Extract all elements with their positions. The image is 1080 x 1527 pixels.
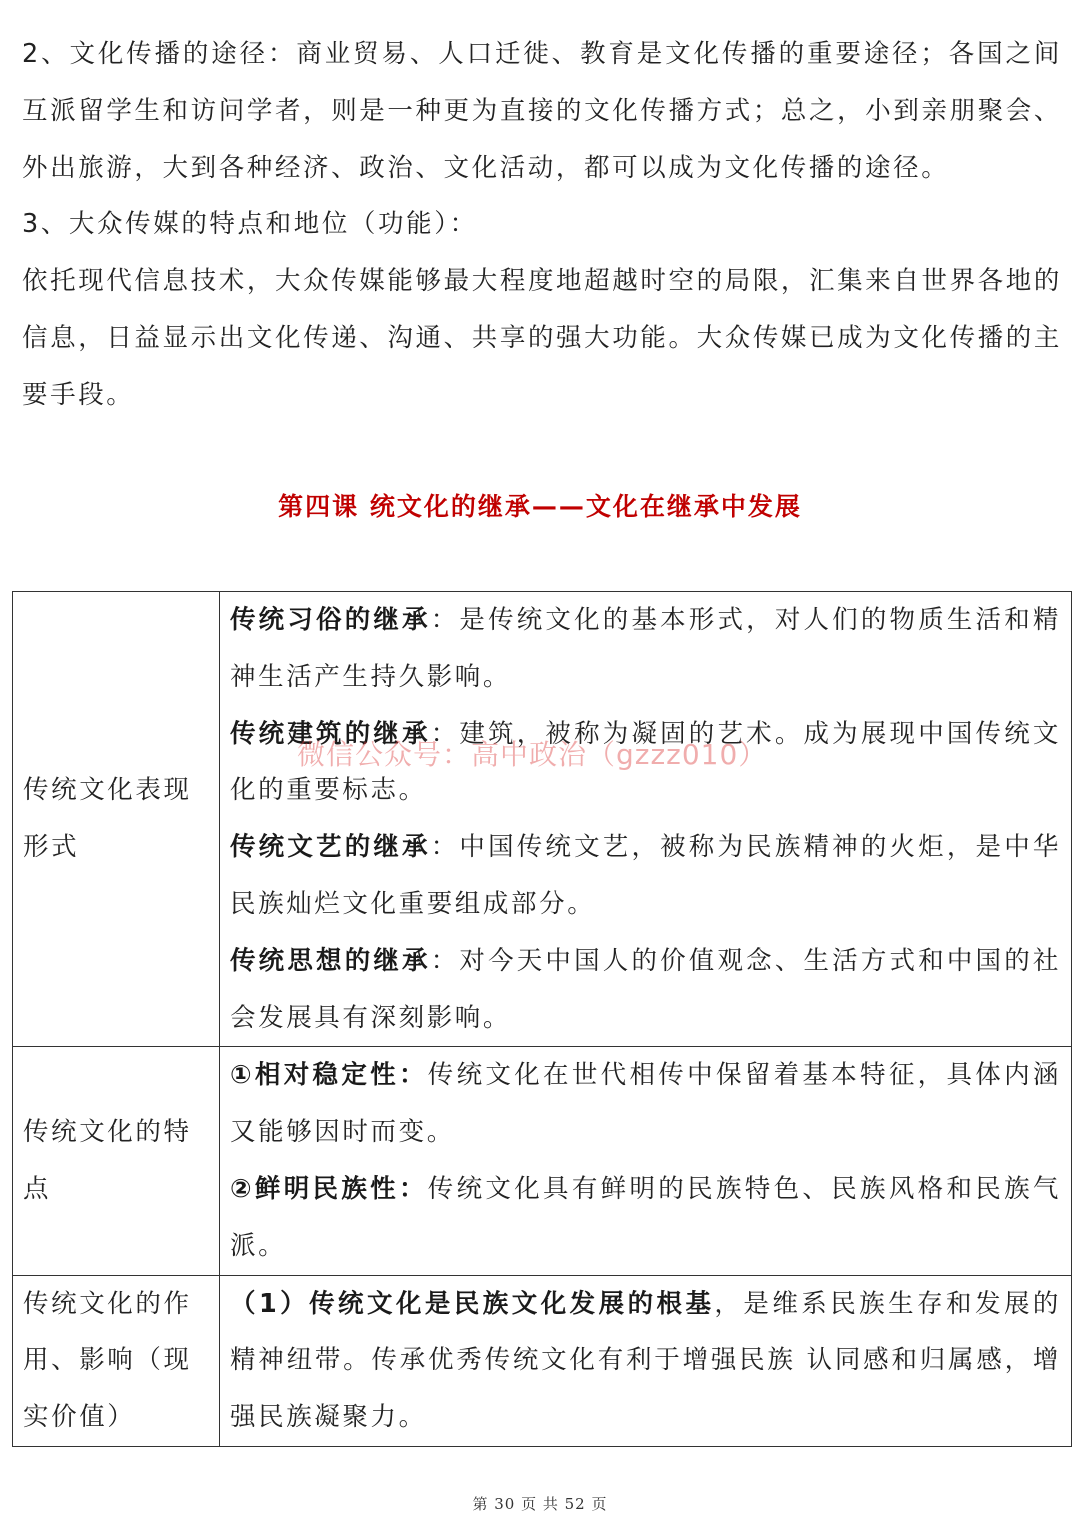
- row-content-features: [220, 1047, 1072, 1275]
- watermark: 微信公众号：高中政治（gzzz010）: [297, 738, 768, 771]
- point-2-paragraph: 2、文化传播的途径：商业贸易、人口迁徙、教育是文化传播的重要途径；各国之间互派留学生和访问学者，则是一种更为直接的文化传播方式；总之，小到亲朋聚会、外出旅游，大到各种经济、政治、文化活动，都可以成为文化传播的途径。: [22, 39, 1062, 183]
- list-item: [230, 933, 1061, 1047]
- item-term: 传统文艺的继承: [230, 832, 431, 863]
- summary-table: [12, 591, 1072, 1447]
- row-label-value: 传统文化的作用、影响（现实价值）: [13, 1275, 220, 1446]
- item-term: ②鲜明民族性：: [230, 1173, 428, 1204]
- row-content-forms: [220, 592, 1072, 1047]
- item-term: （1）传统文化是民族文化发展的根基: [230, 1288, 715, 1319]
- row-label-forms: 传统文化表现形式: [13, 592, 220, 1047]
- list-item: [230, 1276, 1061, 1446]
- item-text: 传统文化在世代相传中保留着基本特征，具体内涵又能够因时而变。: [230, 1060, 1061, 1148]
- item-term: 传统思想的继承: [230, 945, 431, 976]
- list-item: [230, 1161, 1061, 1275]
- point-3-heading: 3、大众传媒的特点和地位（功能）：: [22, 209, 478, 239]
- item-text: 传统文化具有鲜明的民族特色、民族风格和民族气派。: [230, 1173, 1061, 1261]
- row-label-features: 传统文化的特点: [13, 1047, 220, 1275]
- item-text: ：对今天中国人的价值观念、生活方式和中国的社会发展具有深刻影响。: [230, 945, 1062, 1033]
- table-row: [13, 1275, 1072, 1446]
- point-3-paragraph: 依托现代信息技术，大众传媒能够最大程度地超越时空的局限，汇集来自世界各地的信息，日益显示出文化传递、沟通、共享的强大功能。大众传媒已成为文化传播的主要手段。: [22, 266, 1062, 410]
- table-row: [13, 592, 1072, 1047]
- item-text: ：是传统文化的基本形式，对人们的物质生活和精神生活产生持久影响。: [230, 605, 1062, 692]
- item-term: ①相对稳定性：: [230, 1060, 428, 1091]
- table-row: [13, 1047, 1072, 1275]
- page-footer: 第 30 页 共 52 页: [472, 1495, 608, 1513]
- list-item: [230, 1047, 1061, 1161]
- item-term: 传统习俗的继承: [230, 605, 431, 635]
- row-content-value: [220, 1275, 1072, 1446]
- item-term: 传统建筑的继承: [230, 718, 431, 749]
- lesson-title: 第四课 统文化的继承——文化在继承中发展: [278, 492, 802, 521]
- list-item: [230, 819, 1061, 933]
- item-text: ，是维系民族生存和发展的精神纽带。传承优秀传统文化有利于增强民族 认同感和归属感，增强民族凝聚力。: [230, 1288, 1061, 1433]
- list-item: [230, 592, 1061, 706]
- item-text: ：中国传统文艺，被称为民族精神的火炬，是中华民族灿烂文化重要组成部分。: [230, 832, 1062, 919]
- item-text: ：建筑，被称为凝固的艺术。成为展现中国传统文化的重要标志。: [230, 718, 1062, 806]
- list-item: [230, 706, 1061, 820]
